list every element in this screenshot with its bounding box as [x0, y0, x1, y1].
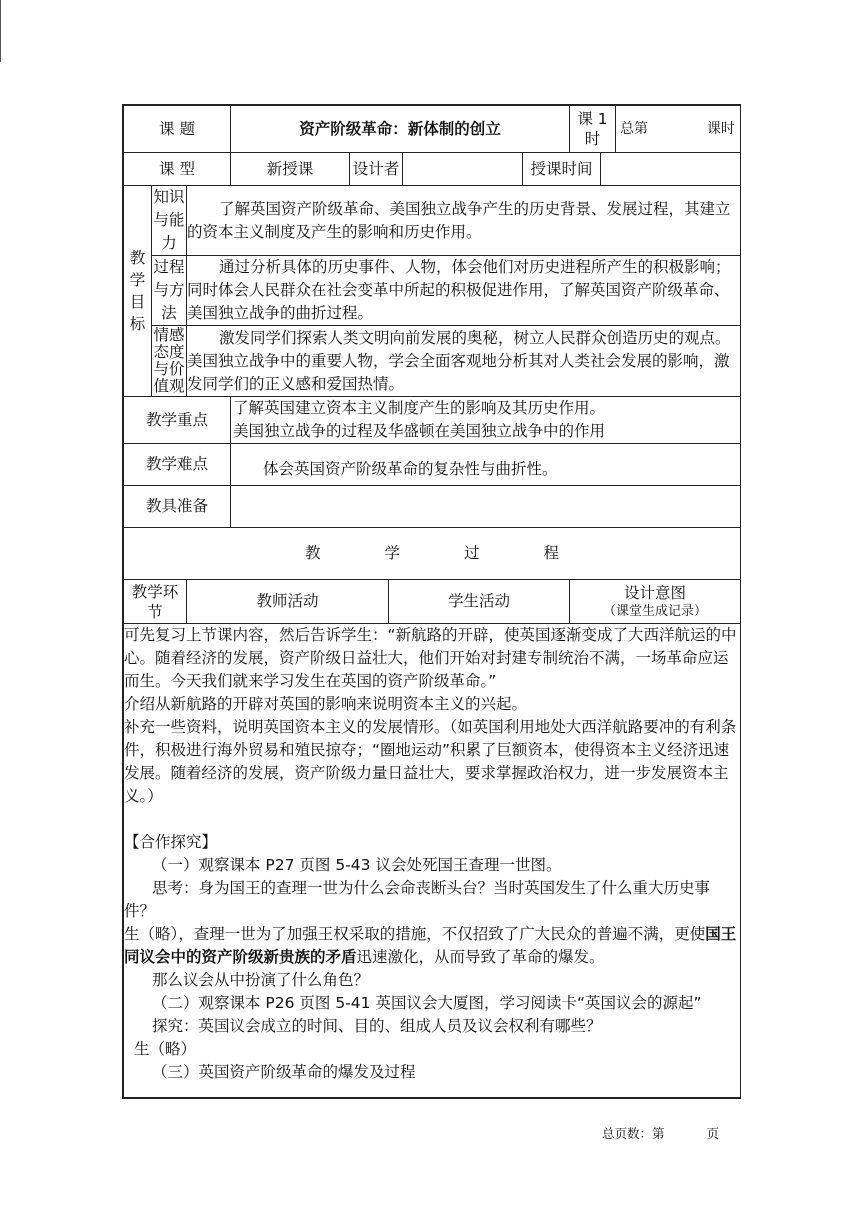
- date-label: 授课时间: [523, 153, 601, 186]
- focus-line-2: 美国独立战争的过程及华盛顿在美国独立战争中的作用: [233, 422, 606, 440]
- student-answer: 生（略），查理一世为了加强王权采取的措施，不仅招致了广大民众的普遍不满，更使国王同议会中的资产阶级新贵族的矛盾迅速激化，从而导致了革命的爆发。: [124, 925, 737, 966]
- col-student: 学生活动: [389, 580, 570, 624]
- page-footer: [602, 1124, 719, 1142]
- focus-line-1: 了解英国建立资本主义制度产生的影响及其历史作用。: [233, 399, 606, 417]
- objective-label-process: 过程与方法: [152, 256, 187, 326]
- explore-question: 探究：英国议会成立的时间、目的、组成人员及议会权利有哪些？: [152, 1017, 602, 1035]
- col-stage: 教学环节: [124, 580, 187, 624]
- section-heading: 【合作探究】: [124, 833, 218, 851]
- total-label: 总第: [620, 120, 649, 137]
- focus-text: [231, 397, 741, 444]
- tools-label: 教具准备: [124, 486, 231, 528]
- total-lesson-cell: [616, 106, 741, 153]
- date-value: [601, 153, 741, 186]
- type-value: 新授课: [231, 153, 350, 186]
- student-reply: 生（略）: [134, 1040, 197, 1058]
- objective-label-emotion: 情感态度与价值观: [153, 326, 185, 395]
- supplement-paragraph: 补充一些资料，说明英国资本主义的发展情形。（如英国利用地处大西洋航路要冲的有利条件，积极进行海外贸易和殖民掠夺；“圈地运动”积累了巨额资本，使得资本主义经济迅速发展。随着经济的发展，资产阶级力量日益壮大，要求掌握政治权力，进一步发展资本主义。）: [124, 718, 737, 805]
- think-question: 思考：身为国王的查理一世为什么会命丧断头台？当时英国发生了什么重大历史事件？: [124, 879, 711, 920]
- tools-value: [231, 486, 741, 528]
- key-contradiction: 国王同议会中的资产阶级新贵族的矛盾: [124, 925, 737, 966]
- difficulty-text: 体会英国资产阶级革命的复杂性与曲折性。: [231, 444, 741, 486]
- process-body: [124, 624, 741, 1098]
- objective-text-process: 通过分析具体的历史事件、人物，体会他们对历史进程所产生的积极影响；同时体会人民群众在社会变革中所起的积极促进作用，了解英国资产阶级革命、美国独立战争的曲折过程。: [187, 256, 741, 326]
- lesson-count-label: 课 1 时: [570, 106, 616, 153]
- topic-label: 课 题: [124, 106, 231, 153]
- type-label: 课 型: [124, 153, 231, 186]
- objective-text-knowledge: 了解英国资产阶级革命、美国独立战争产生的历史背景、发展过程，其建立的资本主义制度及产生的影响和历史作用。: [187, 186, 741, 256]
- focus-label: 教学重点: [124, 397, 231, 444]
- total-unit: 课时: [706, 120, 735, 137]
- role-question: 那么议会从中扮演了什么角色？: [152, 971, 370, 989]
- col-teacher: 教师活动: [187, 580, 389, 624]
- col-intent: 设计意图 （课堂生成记录）: [570, 580, 741, 624]
- topic-title: 资产阶级革命：新体制的创立: [231, 106, 570, 153]
- objectives-group-label: 教学目标: [124, 186, 152, 397]
- question-3: （三）英国资产阶级革命的爆发及过程: [152, 1063, 416, 1081]
- difficulty-label: 教学难点: [124, 444, 231, 486]
- objective-label-knowledge: 知识与能力: [152, 186, 187, 256]
- designer-label: 设计者: [350, 153, 403, 186]
- footer-label: 总页数：第: [602, 1126, 665, 1141]
- footer-unit: 页: [706, 1126, 720, 1141]
- objective-text-emotion: 激发同学们探索人类文明向前发展的奥秘，树立人民群众创造历史的观点。美国独立战争中的重要人物，学会全面客观地分析其对人类社会发展的影响，激发同学们的正义感和爱国热情。: [187, 326, 741, 397]
- question-1: （一）观察课本 P27 页图 5-43 议会处死国王查理一世图。: [152, 856, 562, 874]
- lesson-plan-table: [122, 104, 741, 1099]
- intro-paragraph-2: 介绍从新航路的开辟对英国的影响来说明资本主义的兴起。: [124, 695, 528, 713]
- designer-value: [403, 153, 523, 186]
- question-2: （二）观察课本 P26 页图 5-41 英国议会大厦图，学习阅读卡“英国议会的源起”: [152, 994, 702, 1012]
- intro-paragraph: 可先复习上节课内容，然后告诉学生：“新航路的开辟，使英国逐渐变成了大西洋航运的中心。随着经济的发展，资产阶级日益壮大，他们开始对封建专制统治不满，一场革命应运而生。今天我们就来学习发生在英国的资产阶级革命。”: [124, 626, 737, 690]
- process-title: 教 学 过 程: [124, 528, 741, 580]
- page-edge-mark: [0, 0, 1, 62]
